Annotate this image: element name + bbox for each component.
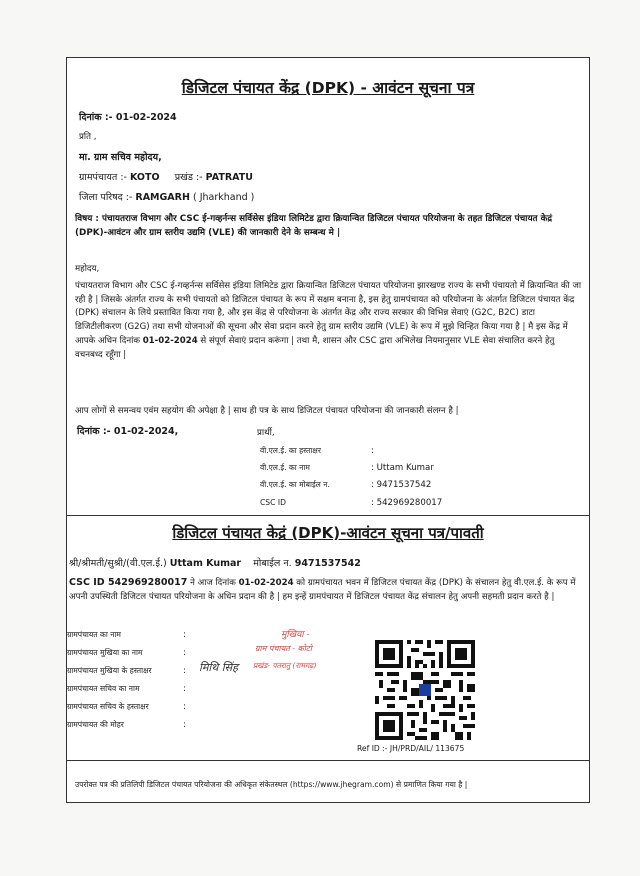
closing-text: आप लोगों से समन्वय एवंम सहयोग की अपेक्षा है | साथ ही पत्र के साथ डिजिटल पंचायत परियोजना की जानकारी संलग्न है |: [75, 406, 459, 416]
receipt-csc: CSC ID 542969280017: [69, 577, 188, 588]
receipt-body-rest: को ग्रामपंचायत भवन में डिजिटल पंचायत केंद्र (DPK) के संचालन हेतु वी.एल.ई. के रूप में अपनी उपस्थिती डिजिटल पंचायत परियोजना के अधिन प्रदान की है | हम इन्हें ग्रामपंचायत में डिजिटल पंचायत केंद्र संचालन हेतु अपनी सहमती प्रदान करते है |: [69, 578, 576, 602]
field-panchayat-seal: ग्रामपंचायत की मोहर: [67, 720, 124, 729]
salutation: महोदय,: [75, 264, 100, 274]
receipt-body-date: 01-02-2024: [238, 578, 294, 588]
receipt-title: डिजिटल पंचायत केद्रं (DPK)-आवंटन सूचना पत्र/पावती: [172, 524, 484, 542]
addressee: मा. ग्राम सचिव महोदय,: [79, 152, 162, 163]
csc-id-label: CSC ID: [260, 498, 286, 507]
panchayat-value: KOTO: [130, 172, 160, 183]
body-date: 01-02-2024: [142, 335, 198, 346]
field-sachiv-signature: ग्रामपंचायत सचिव के हस्ताक्षर: [67, 702, 149, 711]
section-divider: [67, 515, 589, 516]
allotment-document: [66, 57, 590, 803]
ref-id: Ref ID :- JH/PRD/AIL/ 113675: [357, 744, 465, 753]
date2: दिनांक :- 01-02-2024,: [77, 426, 179, 437]
prakhand-label: प्रखंड :-: [174, 172, 203, 183]
panchayat-line: [79, 170, 253, 183]
csc-id-value: : 542969280017: [371, 498, 443, 508]
notice-date: दिनांक :- 01-02-2024: [79, 112, 177, 123]
subject: विषय : पंचायतराज विभाग और CSC ई-गव्हर्नन्स सर्विसेस इंडिया लिमिटेड द्वारा क्रियान्वित डिजिटल पंचायत परियोजना के तहत डिजिटल पंचायत केद्रं (DPK)-आवंटन और ग्राम स्तरीय उद्यमि (VLE) की जानकारी देने के सम्बन्ध मे |: [75, 214, 553, 238]
name-prefix: श्री/श्रीमती/सुश्री/(वी.एल.ई.): [69, 558, 167, 569]
mobile-label: मोबाईल न.: [253, 558, 292, 569]
prati-text: प्रति ,: [79, 132, 97, 142]
stamp-line-3: प्रखंड- पतरातु (रामगढ़): [253, 661, 317, 670]
field-colon: :: [183, 630, 186, 640]
vle-mobile-value: : 9471537542: [371, 480, 432, 490]
district-value: RAMGARH: [135, 192, 190, 203]
receipt-name-line: [69, 556, 361, 569]
field-panchayat-name: ग्रामपंचायत का नाम: [67, 630, 121, 639]
field-colon: :: [183, 720, 186, 730]
mukhiya-signature: मिथि सिंह: [199, 661, 238, 674]
field-colon: :: [183, 702, 186, 712]
district-label: जिला परिषद :-: [79, 192, 133, 203]
footer-divider: [67, 760, 589, 761]
stamp-line-1: मुखिया -: [281, 630, 310, 640]
body-before: पंचायतराज विभाग और CSC ई-गव्हर्नन्स सर्विसेस इंडिया लिमिटेड द्वारा क्रियान्वित डिजिटल पंचायत परियोजना झारखण्ड राज्य के सभी पंचायतो में क्रियान्वित की जा रही है | जिसके अंतर्गत राज्य के सभी पंचायतो को डिजिटल पंचायत के रूप में सक्षम बनाना है, इस हेतु ग्रामपंचायत को परियोजना के अंतर्गत डिजिटल पंचायत केंद्र (DPK) संचालन के लिये प्रस्तावित किया गया है, और इस केंद्र से परियोजना के अंतर्गत केंद्र और राज्य सरकार की विभिन्न सेवाएं (G2C, B2C) डाटा डिजिटीलीकरण (G2G) तथा सभी योजनाओं की सूचना और सेवा प्रदान करने हेतु ग्राम स्तरीय उद्यमि (VLE) के रूप में मुझे चिन्हित किया गया है | मै इस केंद्र में आपके अधिन दिनांक: [75, 281, 582, 346]
field-colon: :: [183, 666, 186, 676]
notice-body: [75, 280, 583, 362]
district-line: [79, 190, 254, 203]
vle-name: Uttam Kumar: [169, 558, 242, 569]
vle-sign-label: वी.एल.ई. का हस्ताक्षर: [260, 446, 321, 455]
vle-sign-colon: :: [371, 446, 374, 456]
body-after: से संपूर्ण सेवाएं प्रदान करूंगा | तथा मै, शासन और CSC द्वारा अभिलेख नियमानुसार VLE सेवा संचालित करने हेतु वचनबध्द रहूँगा |: [75, 335, 555, 360]
state-value: ( Jharkhand ): [192, 192, 255, 203]
footer-note: उपरोक्त पत्र की प्रतिलिपी डिजिटल पंचायत परियोजना की अधिकृत संकेतस्थल (https://www.jhegram.com) से प्रमाणित किया गया है |: [75, 780, 468, 789]
field-sachiv-name: ग्रामपंचायत सचिव का नाम: [67, 684, 140, 693]
panchayat-label: ग्रामपंचायत :-: [79, 172, 127, 183]
qr-code: [375, 640, 475, 740]
mobile-value: 9471537542: [294, 558, 361, 569]
notice-title: डिजिटल पंचायत केंद्र (DPK) - आवंटन सूचना पत्र: [181, 79, 475, 97]
receipt-body-mid: ने आज दिनांक: [190, 578, 236, 588]
stamp-line-2: ग्राम पंचायत - कोटो: [255, 644, 312, 653]
vle-name-label: वी.एल.ई. का नाम: [260, 463, 310, 472]
field-colon: :: [183, 648, 186, 658]
prarthi: प्रार्थी,: [257, 428, 275, 438]
prakhand-value: PATRATU: [205, 172, 253, 183]
receipt-body: [69, 576, 583, 604]
vle-name-value: : Uttam Kumar: [371, 463, 434, 473]
vle-mobile-label: वी.एल.ई. का मोबाईल न.: [260, 480, 330, 489]
field-mukhiya-signature: ग्रामपंचायत मुखिया के हस्ताक्षर: [67, 666, 152, 675]
field-mukhiya-name: ग्रामपंचायत मुखिया का नाम: [67, 648, 143, 657]
field-colon: :: [183, 684, 186, 694]
